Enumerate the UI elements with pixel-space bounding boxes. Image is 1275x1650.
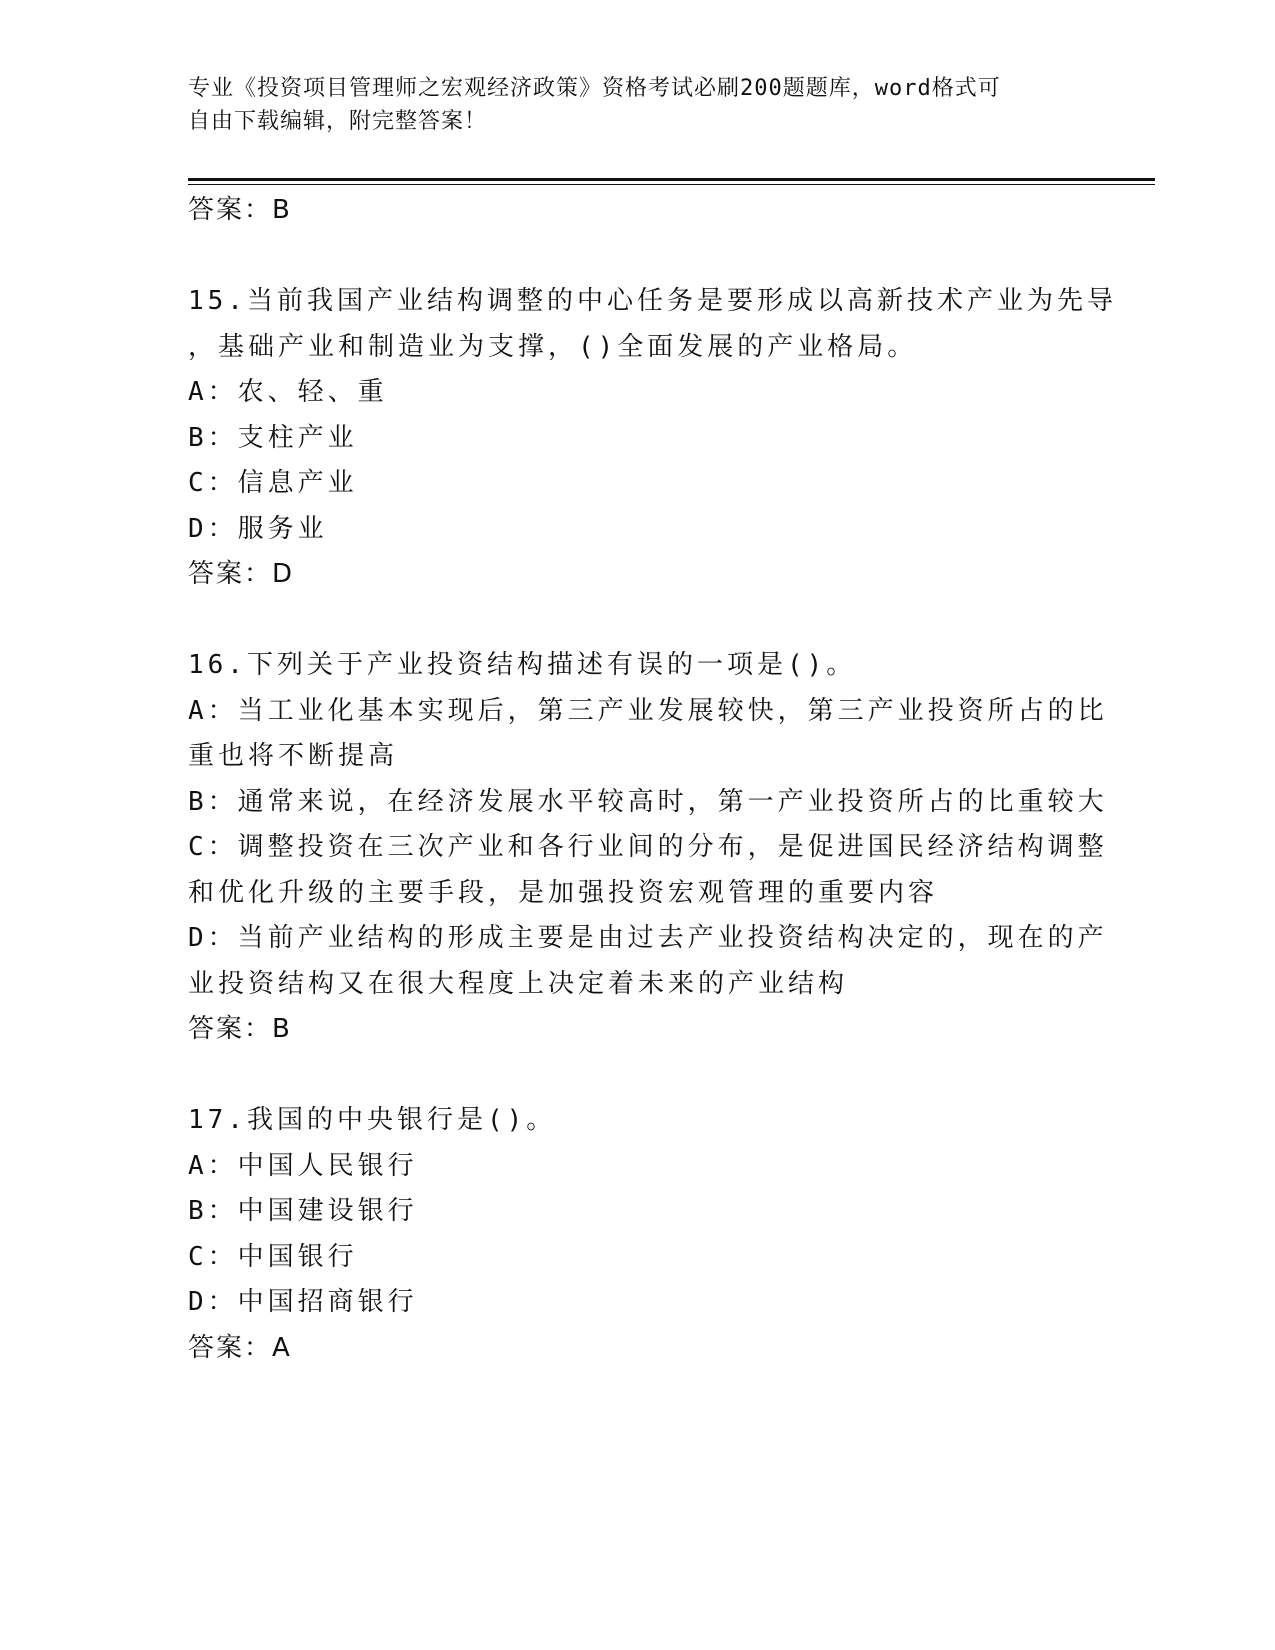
document-header [188, 72, 1068, 138]
option-b: B：通常来说，在经济发展水平较高时，第一产业投资所占的比重较大 [188, 786, 1108, 817]
option-c: C：调整投资在三次产业和各行业间的分布，是促进国民经济结构调整 [188, 832, 1108, 862]
answer-line: 答案：A [188, 1332, 292, 1363]
spacer [188, 1053, 1088, 1099]
question-item-17 [188, 1098, 1088, 1371]
answer-line: 答案：D [188, 559, 295, 589]
option-a: A：农、轻、重 [188, 377, 388, 407]
question-stem-line: 16.下列关于产业投资结构描述有误的一项是()。 [188, 650, 857, 680]
question-item-16 [188, 643, 1108, 1053]
header-line-1: 专业《投资项目管理师之宏观经济政策》资格考试必刷200题题库，word格式可 [188, 76, 1001, 101]
option-b: B：支柱产业 [188, 422, 358, 453]
option-c: C：中国银行 [188, 1241, 358, 1272]
option-b: B：中国建设银行 [188, 1196, 418, 1226]
option-d-continued: 业投资结构又在很大程度上决定着未来的产业结构 [188, 968, 849, 999]
question-stem-line: 17.我国的中央银行是()。 [188, 1105, 557, 1135]
option-c-continued: 和优化升级的主要手段，是加强投资宏观管理的重要内容 [188, 877, 939, 908]
question-list [188, 188, 1117, 1371]
header-line-2: 自由下载编辑，附完整答案！ [188, 109, 488, 134]
option-d: D：当前产业结构的形成主要是由过去产业投资结构决定的，现在的产 [188, 923, 1108, 953]
question-item-15 [188, 279, 1117, 598]
spacer [188, 234, 1088, 280]
prev-answer: 答案：B [188, 195, 292, 225]
option-d: D：中国招商银行 [188, 1287, 418, 1317]
option-a: A：当工业化基本实现后，第三产业发展较快，第三产业投资所占的比 [188, 695, 1108, 726]
spacer [188, 598, 1088, 644]
question-stem-line: ，基础产业和制造业为支撑，()全面发展的产业格局。 [188, 331, 918, 362]
header-divider-thin [188, 184, 1155, 185]
option-a: A：中国人民银行 [188, 1150, 418, 1181]
question-stem-line: 15.当前我国产业结构调整的中心任务是要形成以高新技术产业为先导 [188, 286, 1117, 316]
answer-line: 答案：B [188, 1014, 292, 1044]
option-c: C：信息产业 [188, 468, 358, 498]
option-a-continued: 重也将不断提高 [188, 741, 399, 771]
option-d: D：服务业 [188, 513, 328, 544]
header-divider-thick [188, 178, 1155, 181]
